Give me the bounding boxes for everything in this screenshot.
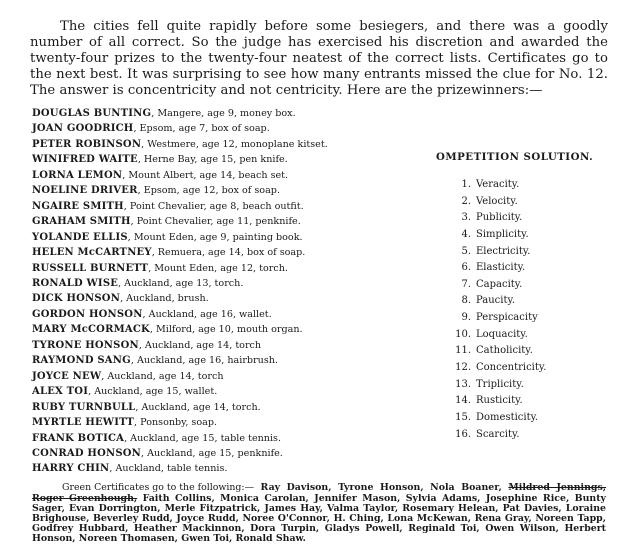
solution-answer xyxy=(436,310,611,327)
answer-number: 6. xyxy=(461,262,471,274)
answer-word: Publicity. xyxy=(476,212,523,224)
winner-entry xyxy=(32,214,412,229)
winner-entry xyxy=(32,152,412,167)
winner-name: NOELINE DRIVER xyxy=(32,185,138,197)
answer-word: Rusticity. xyxy=(476,395,523,407)
answer-number: 10. xyxy=(455,328,471,340)
answer-number: 7. xyxy=(461,278,471,290)
winner-details: , Milford, age 10, mouth organ. xyxy=(149,324,303,336)
solution-answer xyxy=(436,360,611,377)
winner-name: FRANK BOTICA xyxy=(32,432,125,444)
winner-name: TYRONE HONSON xyxy=(32,339,139,351)
winner-entry xyxy=(32,369,412,384)
answer-number: 2. xyxy=(461,195,471,207)
winner-details: , Epsom, age 12, box of soap. xyxy=(137,185,280,197)
winner-entry xyxy=(32,137,412,152)
solution-title: OMPETITION SOLUTION. xyxy=(436,151,594,163)
green-names-before: Ray Davison, Tyrone Honson, Nola Boaner, xyxy=(253,482,509,494)
solution-answer xyxy=(436,427,611,444)
solution-list xyxy=(436,177,611,443)
answer-number: 3. xyxy=(461,212,471,224)
answer-number: 1. xyxy=(461,179,471,190)
winner-entry xyxy=(32,291,412,306)
answer-number: 5. xyxy=(461,245,471,257)
winner-entry xyxy=(32,322,412,337)
winner-details: , Auckland, age 15, table tennis. xyxy=(124,432,282,444)
winner-details: , Auckland, brush. xyxy=(120,293,209,305)
intro-text: The cities fell quite rapidly before some besiegers, and there was a goodly number of all correct. So the judge has exercised his discretion and awarded the twenty-four prizes to the twenty-four neatest of the correct lists. Certificates go to the next best. It was surprising to see how many entrants missed the clue for No. 12. The answer is concentricity and not centricity. Here are the prizewinners:— xyxy=(30,19,608,99)
answer-word: Perspicacity xyxy=(476,312,538,324)
answer-word: Electricity. xyxy=(476,245,531,257)
winner-entry xyxy=(32,307,412,322)
solution-answer xyxy=(436,343,611,360)
solution-answer xyxy=(436,194,611,211)
green-names-after: Faith Collins, Monica Carolan, Jennifer Mason, Sylvia Adams, Josephine Rice, Bunty Sager, Evan Dorrington, Merle Fitzpatrick, James Hay, Valma Taylor, Rosemary Helean, Pat Davies, Loraine Brighouse, Beverley Rudd, Joyce Rudd, Noree O'Connor, H. Ching, Lona McKewan, Rena Gray, Noreen Tapp, Godfrey Hubbard, Heather Mackinnon, Dora Turpin, Gladys Powell, Reginald Toi, Owen Wilson, Herbert Honson, Noreen Thomasen, Gwen Toi, Ronald Shaw. xyxy=(32,492,606,545)
answer-word: Veracity. xyxy=(476,179,520,190)
answer-word: Catholicity. xyxy=(476,345,533,357)
winner-name: NGAIRE SMITH xyxy=(32,200,124,212)
winner-details: , Herne Bay, age 15, pen knife. xyxy=(137,154,288,166)
solution-answer xyxy=(436,277,611,294)
winner-name: RAYMOND SANG xyxy=(32,355,131,367)
winner-name: RONALD WISE xyxy=(32,277,119,289)
solution-answer xyxy=(436,244,611,261)
winner-entry xyxy=(32,106,412,121)
winner-entry xyxy=(32,245,412,260)
winner-details: , Ponsonby, soap. xyxy=(134,417,218,429)
intro-paragraph xyxy=(30,19,608,99)
green-certificates-title: Green Certificates go to the following:— xyxy=(62,482,254,494)
winner-name: DICK HONSON xyxy=(32,293,121,305)
green-certificates-paragraph xyxy=(32,483,606,544)
winner-details: , Mount Eden, age 9, painting book. xyxy=(127,231,303,243)
winner-entry xyxy=(32,230,412,245)
winner-details: , Point Chevalier, age 11, penknife. xyxy=(130,216,301,228)
winner-details: , Point Chevalier, age 8, beach outfit. xyxy=(123,200,304,212)
winner-entry xyxy=(32,446,412,461)
winner-entry xyxy=(32,199,412,214)
winner-name: JOAN GOODRICH xyxy=(32,123,134,135)
winner-name: RUSSELL BURNETT xyxy=(32,262,149,274)
winner-name: YOLANDE ELLIS xyxy=(32,231,128,243)
winner-details: , Remuera, age 14, box of soap. xyxy=(151,247,306,259)
winner-name: GRAHAM SMITH xyxy=(32,216,131,228)
winner-details: , Epsom, age 7, box of soap. xyxy=(133,123,270,135)
winner-name: PETER ROBINSON xyxy=(32,138,142,150)
prizewinners-list xyxy=(32,106,412,477)
winner-name: JOYCE NEW xyxy=(32,370,102,382)
solution-answer xyxy=(436,327,611,344)
winner-name: MYRTLE HEWITT xyxy=(32,417,135,429)
answer-word: Velocity. xyxy=(476,195,518,207)
answer-word: Paucity. xyxy=(476,295,515,307)
answer-word: Elasticity. xyxy=(476,262,526,274)
winner-name: HELEN McCARTNEY xyxy=(32,247,152,259)
winner-name: MARY McCORMACK xyxy=(32,324,150,336)
winner-details: , Auckland, age 16, hairbrush. xyxy=(130,355,278,367)
answer-word: Capacity. xyxy=(476,278,523,290)
winner-entry xyxy=(32,415,412,430)
solution-answer xyxy=(436,393,611,410)
answer-number: 9. xyxy=(461,312,471,324)
winner-details: , Auckland, age 14, torch xyxy=(138,339,262,351)
solution-answer xyxy=(436,377,611,394)
answer-word: Domesticity. xyxy=(476,411,539,423)
competition-solution xyxy=(436,151,611,443)
answer-number: 14. xyxy=(455,395,471,407)
solution-answer xyxy=(436,260,611,277)
answer-number: 4. xyxy=(461,228,471,240)
winner-name: WINIFRED WAITE xyxy=(32,154,138,166)
winner-details: , Auckland, age 15, penknife. xyxy=(141,447,283,459)
winner-entry xyxy=(32,353,412,368)
winner-name: LORNA LEMON xyxy=(32,169,123,181)
winner-name: ALEX TOI xyxy=(32,386,89,398)
winner-entry xyxy=(32,338,412,353)
answer-number: 16. xyxy=(455,428,471,440)
winner-name: RUBY TURNBULL xyxy=(32,401,136,413)
answer-number: 12. xyxy=(455,362,471,374)
answer-number: 8. xyxy=(461,295,471,307)
answer-word: Simplicity. xyxy=(476,228,529,240)
winner-details: , Westmere, age 12, monoplane kitset. xyxy=(141,138,328,150)
winner-details: , Auckland, age 14, torch. xyxy=(135,401,261,413)
winner-details: , Auckland, age 14, torch xyxy=(101,370,224,382)
winner-name: GORDON HONSON xyxy=(32,308,143,320)
winner-entry xyxy=(32,168,412,183)
winner-details: , Auckland, age 13, torch. xyxy=(118,277,244,289)
winner-details: , Mount Albert, age 14, beach set. xyxy=(122,169,289,181)
winner-entry xyxy=(32,431,412,446)
answer-word: Triplicity. xyxy=(476,378,524,390)
solution-answer xyxy=(436,210,611,227)
solution-answer xyxy=(436,410,611,427)
answer-number: 13. xyxy=(455,378,471,390)
winner-details: , Mangere, age 9, money box. xyxy=(151,108,296,119)
winner-name: DOUGLAS BUNTING xyxy=(32,108,152,119)
winner-name: HARRY CHIN xyxy=(32,463,110,475)
answer-number: 15. xyxy=(455,411,471,423)
solution-answer xyxy=(436,177,611,194)
solution-answer xyxy=(436,293,611,310)
solution-answer xyxy=(436,227,611,244)
winner-entry xyxy=(32,183,412,198)
winner-entry xyxy=(32,276,412,291)
winner-entry xyxy=(32,384,412,399)
winner-entry xyxy=(32,400,412,415)
winner-entry xyxy=(32,461,412,476)
winner-details: , Auckland, age 16, wallet. xyxy=(142,308,272,320)
winner-entry xyxy=(32,261,412,276)
green-names-struck: Mildred Jennings, Roger Greenhough, xyxy=(32,482,606,504)
answer-word: Scarcity. xyxy=(476,428,520,440)
answer-word: Loquacity. xyxy=(476,328,528,340)
winner-details: , Auckland, age 15, wallet. xyxy=(88,386,218,398)
winner-details: , Mount Eden, age 12, torch. xyxy=(148,262,288,274)
winner-entry xyxy=(32,121,412,136)
answer-word: Concentricity. xyxy=(476,362,547,374)
winner-name: CONRAD HONSON xyxy=(32,447,142,459)
winner-details: , Auckland, table tennis. xyxy=(109,463,228,475)
answer-number: 11. xyxy=(455,345,471,357)
